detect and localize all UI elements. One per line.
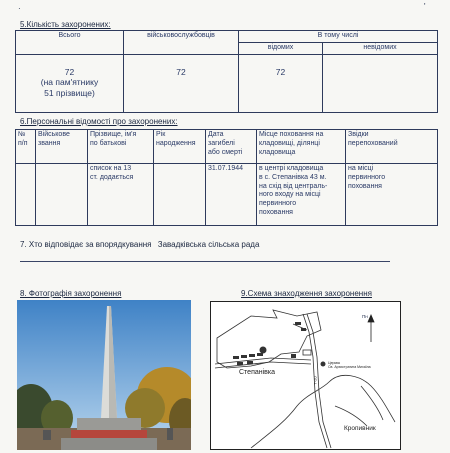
header-reburied-from: Звідки перепохований <box>346 130 438 164</box>
value-unknown <box>323 54 438 112</box>
header-burial-place: Місце поховання на кладовищі, ділянці кладовища <box>257 130 346 164</box>
header-birth-year: Рік народження <box>154 130 206 164</box>
section9-title: 9.Схема знаходження захоронення <box>241 289 372 298</box>
header-servicemen: військовослужбовців <box>124 31 239 55</box>
cell-rank <box>36 164 88 226</box>
header-including: В тому числі <box>239 31 438 43</box>
personal-info-table <box>15 129 438 226</box>
header-total: Всього <box>16 31 124 55</box>
section6-title: 6.Персональні відомості про захоронених: <box>20 117 178 126</box>
header-number: № п/п <box>16 130 36 164</box>
section7-line <box>20 240 259 250</box>
cell-name: список на 13 ст. додається <box>88 164 154 226</box>
burial-photo <box>17 300 191 450</box>
location-map <box>210 301 401 450</box>
church-label: Церква Св. Архистратига Михаїла <box>328 361 371 370</box>
header-unknown: невідомих <box>323 42 438 54</box>
north-label: Пн <box>362 314 368 319</box>
cell-death-date: 31.07.1944 <box>206 164 257 226</box>
cell-burial-place: в центрі кладовища в с. Степанівка 43 м. на схід від централь- ного входу на місці первинного поховання <box>257 164 346 226</box>
cell-number <box>16 164 36 226</box>
corner-mark-left: · <box>18 4 21 13</box>
section7-title: 7. Хто відповідає за впорядкування <box>20 240 152 249</box>
header-death-date: Дата загибелі або смерті <box>206 130 257 164</box>
burials-count-table <box>15 30 438 113</box>
cell-reburied-from: на місці первинного поховання <box>346 164 438 226</box>
road-label: Т-20 <box>312 376 318 385</box>
header-rank: Військове звання <box>36 130 88 164</box>
section8-title: 8. Фотографія захоронення <box>20 289 122 298</box>
section5-title: 5.Кількість захоронених: <box>20 20 111 29</box>
header-name: Прізвище, ім'я по батькові <box>88 130 154 164</box>
section7-value: Завадківська сільська рада <box>157 240 260 249</box>
header-known: відомих <box>239 42 323 54</box>
village-label: Степанівка <box>239 369 276 376</box>
section7-underline <box>20 261 390 262</box>
value-known: 72 <box>239 54 323 112</box>
burial-photo-image <box>17 300 191 450</box>
value-total: 72 (на пам'ятнику 51 прізвище) <box>16 54 124 112</box>
value-servicemen: 72 <box>124 54 239 112</box>
corner-mark-right: ' <box>424 2 426 11</box>
cell-birth-year <box>154 164 206 226</box>
city-label: Кропивник <box>344 425 376 432</box>
